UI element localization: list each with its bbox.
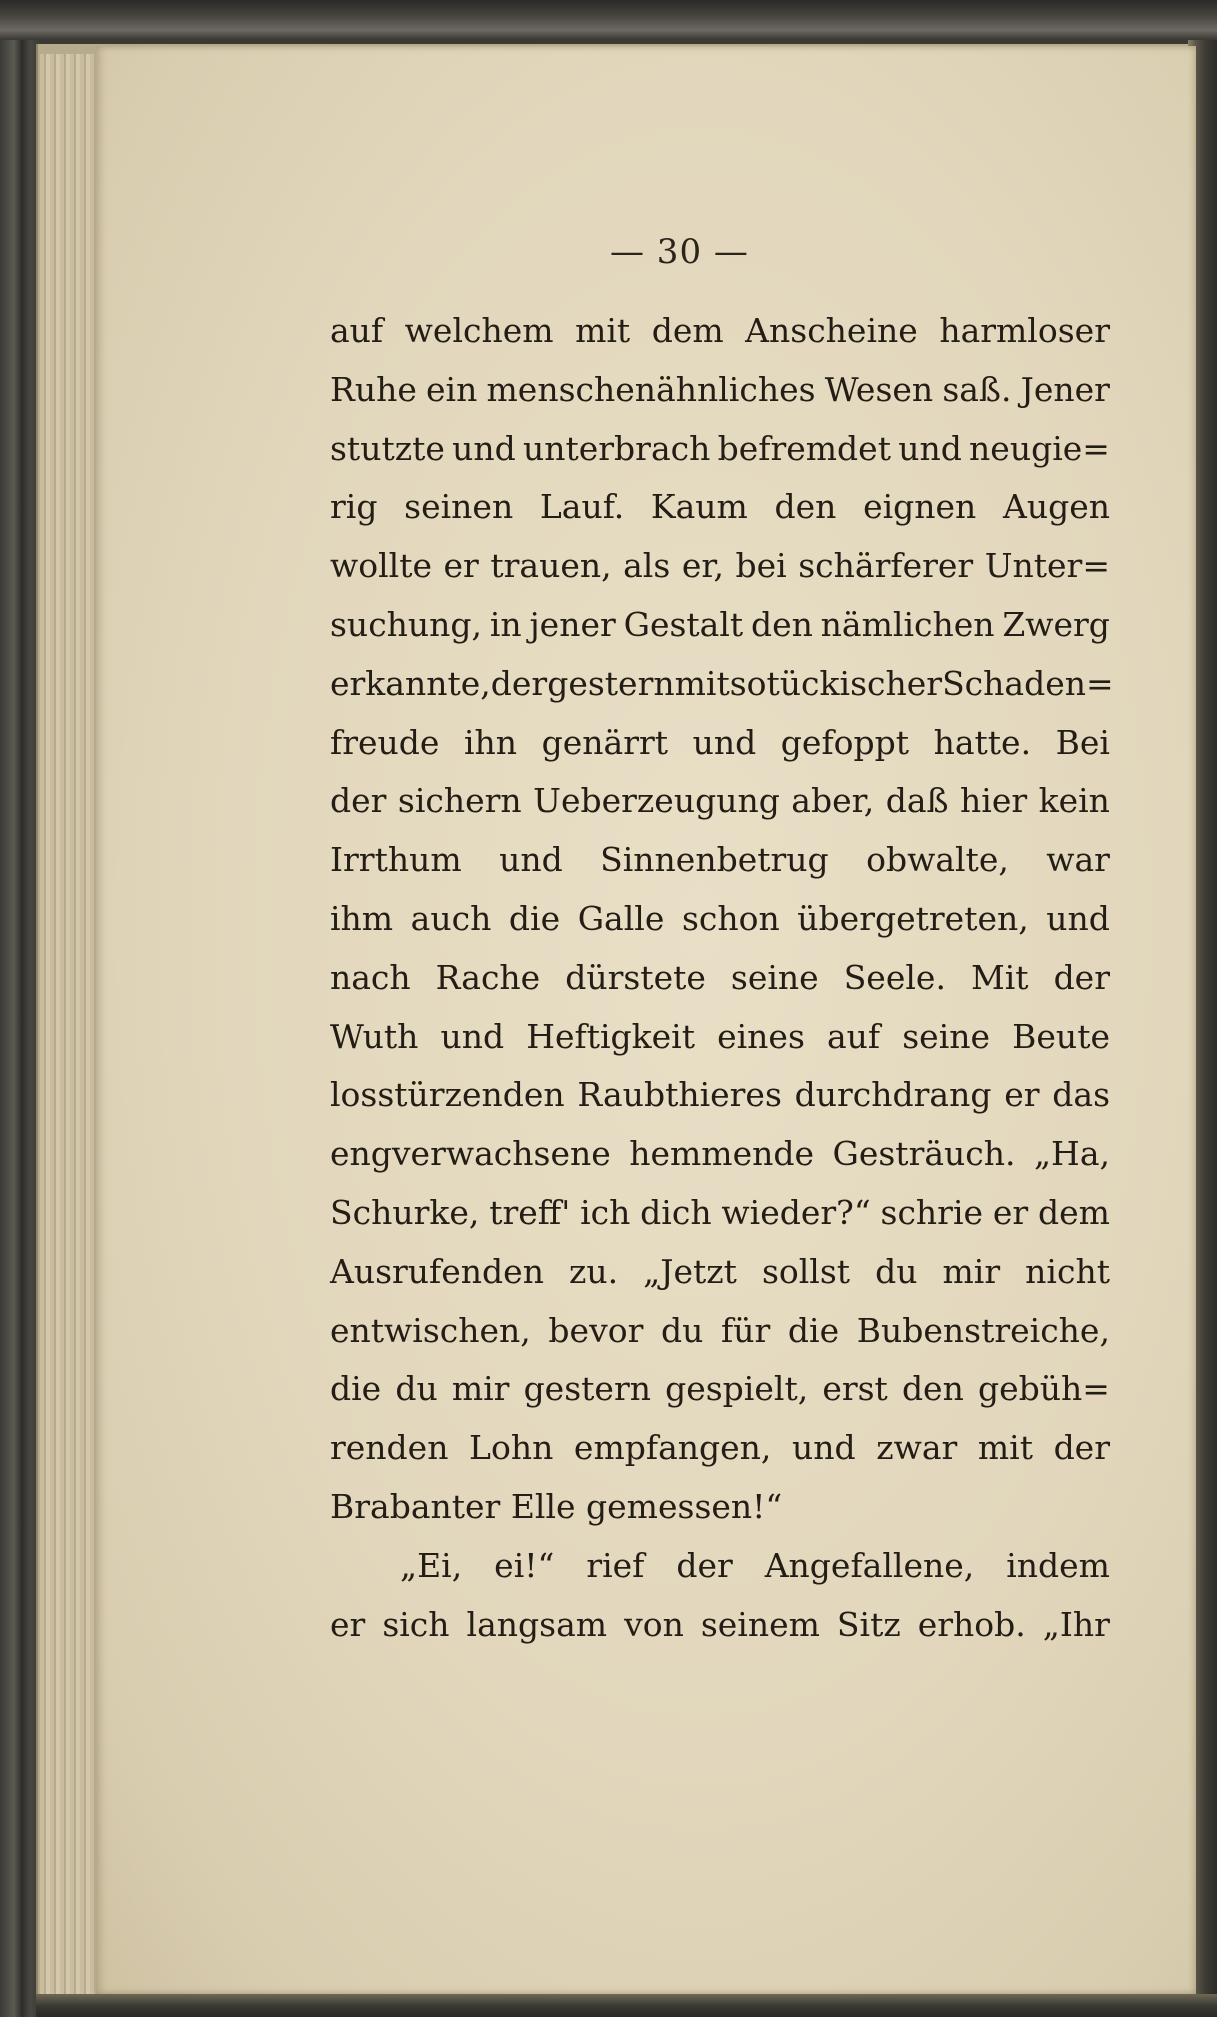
text-line: engverwachsene hemmende Gesträuch. „Ha, bbox=[330, 1134, 1110, 1174]
text-line: auf welchem mit dem Anscheine harmloser bbox=[330, 311, 1110, 350]
text-line: entwischen, bevor du für die Bubenstreiche, bbox=[330, 1310, 1110, 1350]
page-edges bbox=[40, 54, 96, 2004]
text-line: Ruhe ein menschenähnliches Wesen saß. Jener bbox=[330, 369, 1110, 409]
text-line: Wuth und Heftigkeit eines auf seine Beute bbox=[330, 1016, 1110, 1056]
text-line: wollte er trauen, als er, bei schärferer Unter= bbox=[330, 546, 1110, 586]
book-bottom-edge bbox=[36, 1994, 1217, 2017]
text-line: die du mir gestern gespielt, erst den gebüh= bbox=[330, 1369, 1110, 1409]
text-line: Ausrufenden zu. „Jetzt sollst du mir nicht bbox=[330, 1251, 1110, 1291]
text-line: „Ei, ei!“ rief der Angefallene, indem bbox=[400, 1545, 1110, 1585]
text-line: Schurke, treff' ich dich wieder?“ schrie er dem bbox=[330, 1192, 1110, 1232]
text-line: Brabanter Elle gemessen!“ bbox=[330, 1486, 783, 1526]
text-line: rig seinen Lauf. Kaum den eignen Augen bbox=[330, 487, 1110, 527]
book-top-edge bbox=[0, 0, 1217, 40]
text-line: renden Lohn empfangen, und zwar mit der bbox=[330, 1428, 1110, 1468]
text-line: Irrthum und Sinnenbetrug obwalte, war bbox=[330, 840, 1110, 880]
text-line: der sichern Ueberzeugung aber, daß hier kein bbox=[330, 781, 1110, 821]
text-line: ihm auch die Galle schon übergetreten, und bbox=[330, 898, 1110, 938]
text-line: er sich langsam von seinem Sitz erhob. „Ihr bbox=[330, 1604, 1110, 1644]
text-line: losstürzenden Raubthieres durchdrang er das bbox=[330, 1075, 1110, 1115]
text-line: erkannte, der gestern mit so tückischer Schaden= bbox=[330, 663, 1114, 703]
page-text bbox=[330, 302, 1114, 1654]
text-line: nach Rache dürstete seine Seele. Mit der bbox=[330, 957, 1110, 997]
text-line: freude ihn genärrt und gefoppt hatte. Bei bbox=[330, 722, 1110, 762]
page-number-header: — 30 — bbox=[610, 232, 749, 272]
text-line: suchung, in jener Gestalt den nämlichen Zwerg bbox=[330, 604, 1110, 644]
text-line: stutzte und unterbrach befremdet und neugie= bbox=[330, 428, 1110, 468]
